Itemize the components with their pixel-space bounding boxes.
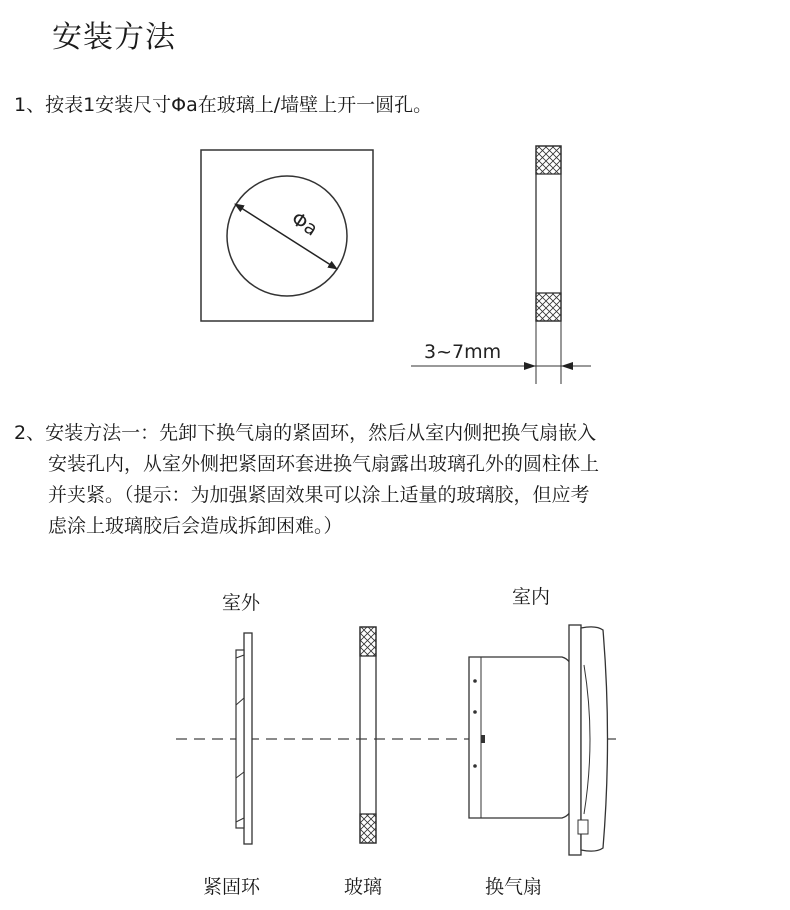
section-title: 安装方法 — [52, 20, 176, 55]
fastening-ring-drawing — [236, 633, 252, 844]
fan-label: 换气扇 — [485, 876, 543, 898]
step-2-line: 并夹紧。（提示：为加强紧固效果可以涂上适量的玻璃胶，但应考 — [48, 484, 590, 506]
exploded-install-diagram — [176, 625, 616, 855]
fastening-ring-label: 紧固环 — [203, 876, 261, 898]
step-1-text: 1、按表1安装尺寸Φa在玻璃上/墙壁上开一圆孔。 — [14, 94, 433, 116]
hole-diagram — [201, 150, 373, 321]
glass-section-diagram — [411, 146, 591, 384]
fan-drawing — [469, 625, 608, 855]
indoor-label: 室内 — [512, 586, 551, 608]
thickness-label: 3~7mm — [424, 341, 502, 363]
diameter-label: Φa — [287, 207, 322, 241]
glass-label: 玻璃 — [344, 876, 383, 898]
glass-hatch-top — [536, 146, 561, 174]
diameter-arrow — [235, 204, 337, 269]
glass-hatch-bottom — [536, 293, 561, 321]
outdoor-label: 室外 — [222, 592, 261, 614]
step-2-line: 安装孔内，从室外侧把紧固环套进换气扇露出玻璃孔外的圆柱体上 — [48, 453, 600, 475]
step-2-line: 2、安装方法一：先卸下换气扇的紧固环，然后从室内侧把换气扇嵌入 — [14, 422, 597, 444]
step-2-line: 虑涂上玻璃胶后会造成拆卸困难。） — [48, 515, 343, 537]
hole-circle — [227, 176, 347, 296]
glass-drawing — [360, 627, 376, 843]
